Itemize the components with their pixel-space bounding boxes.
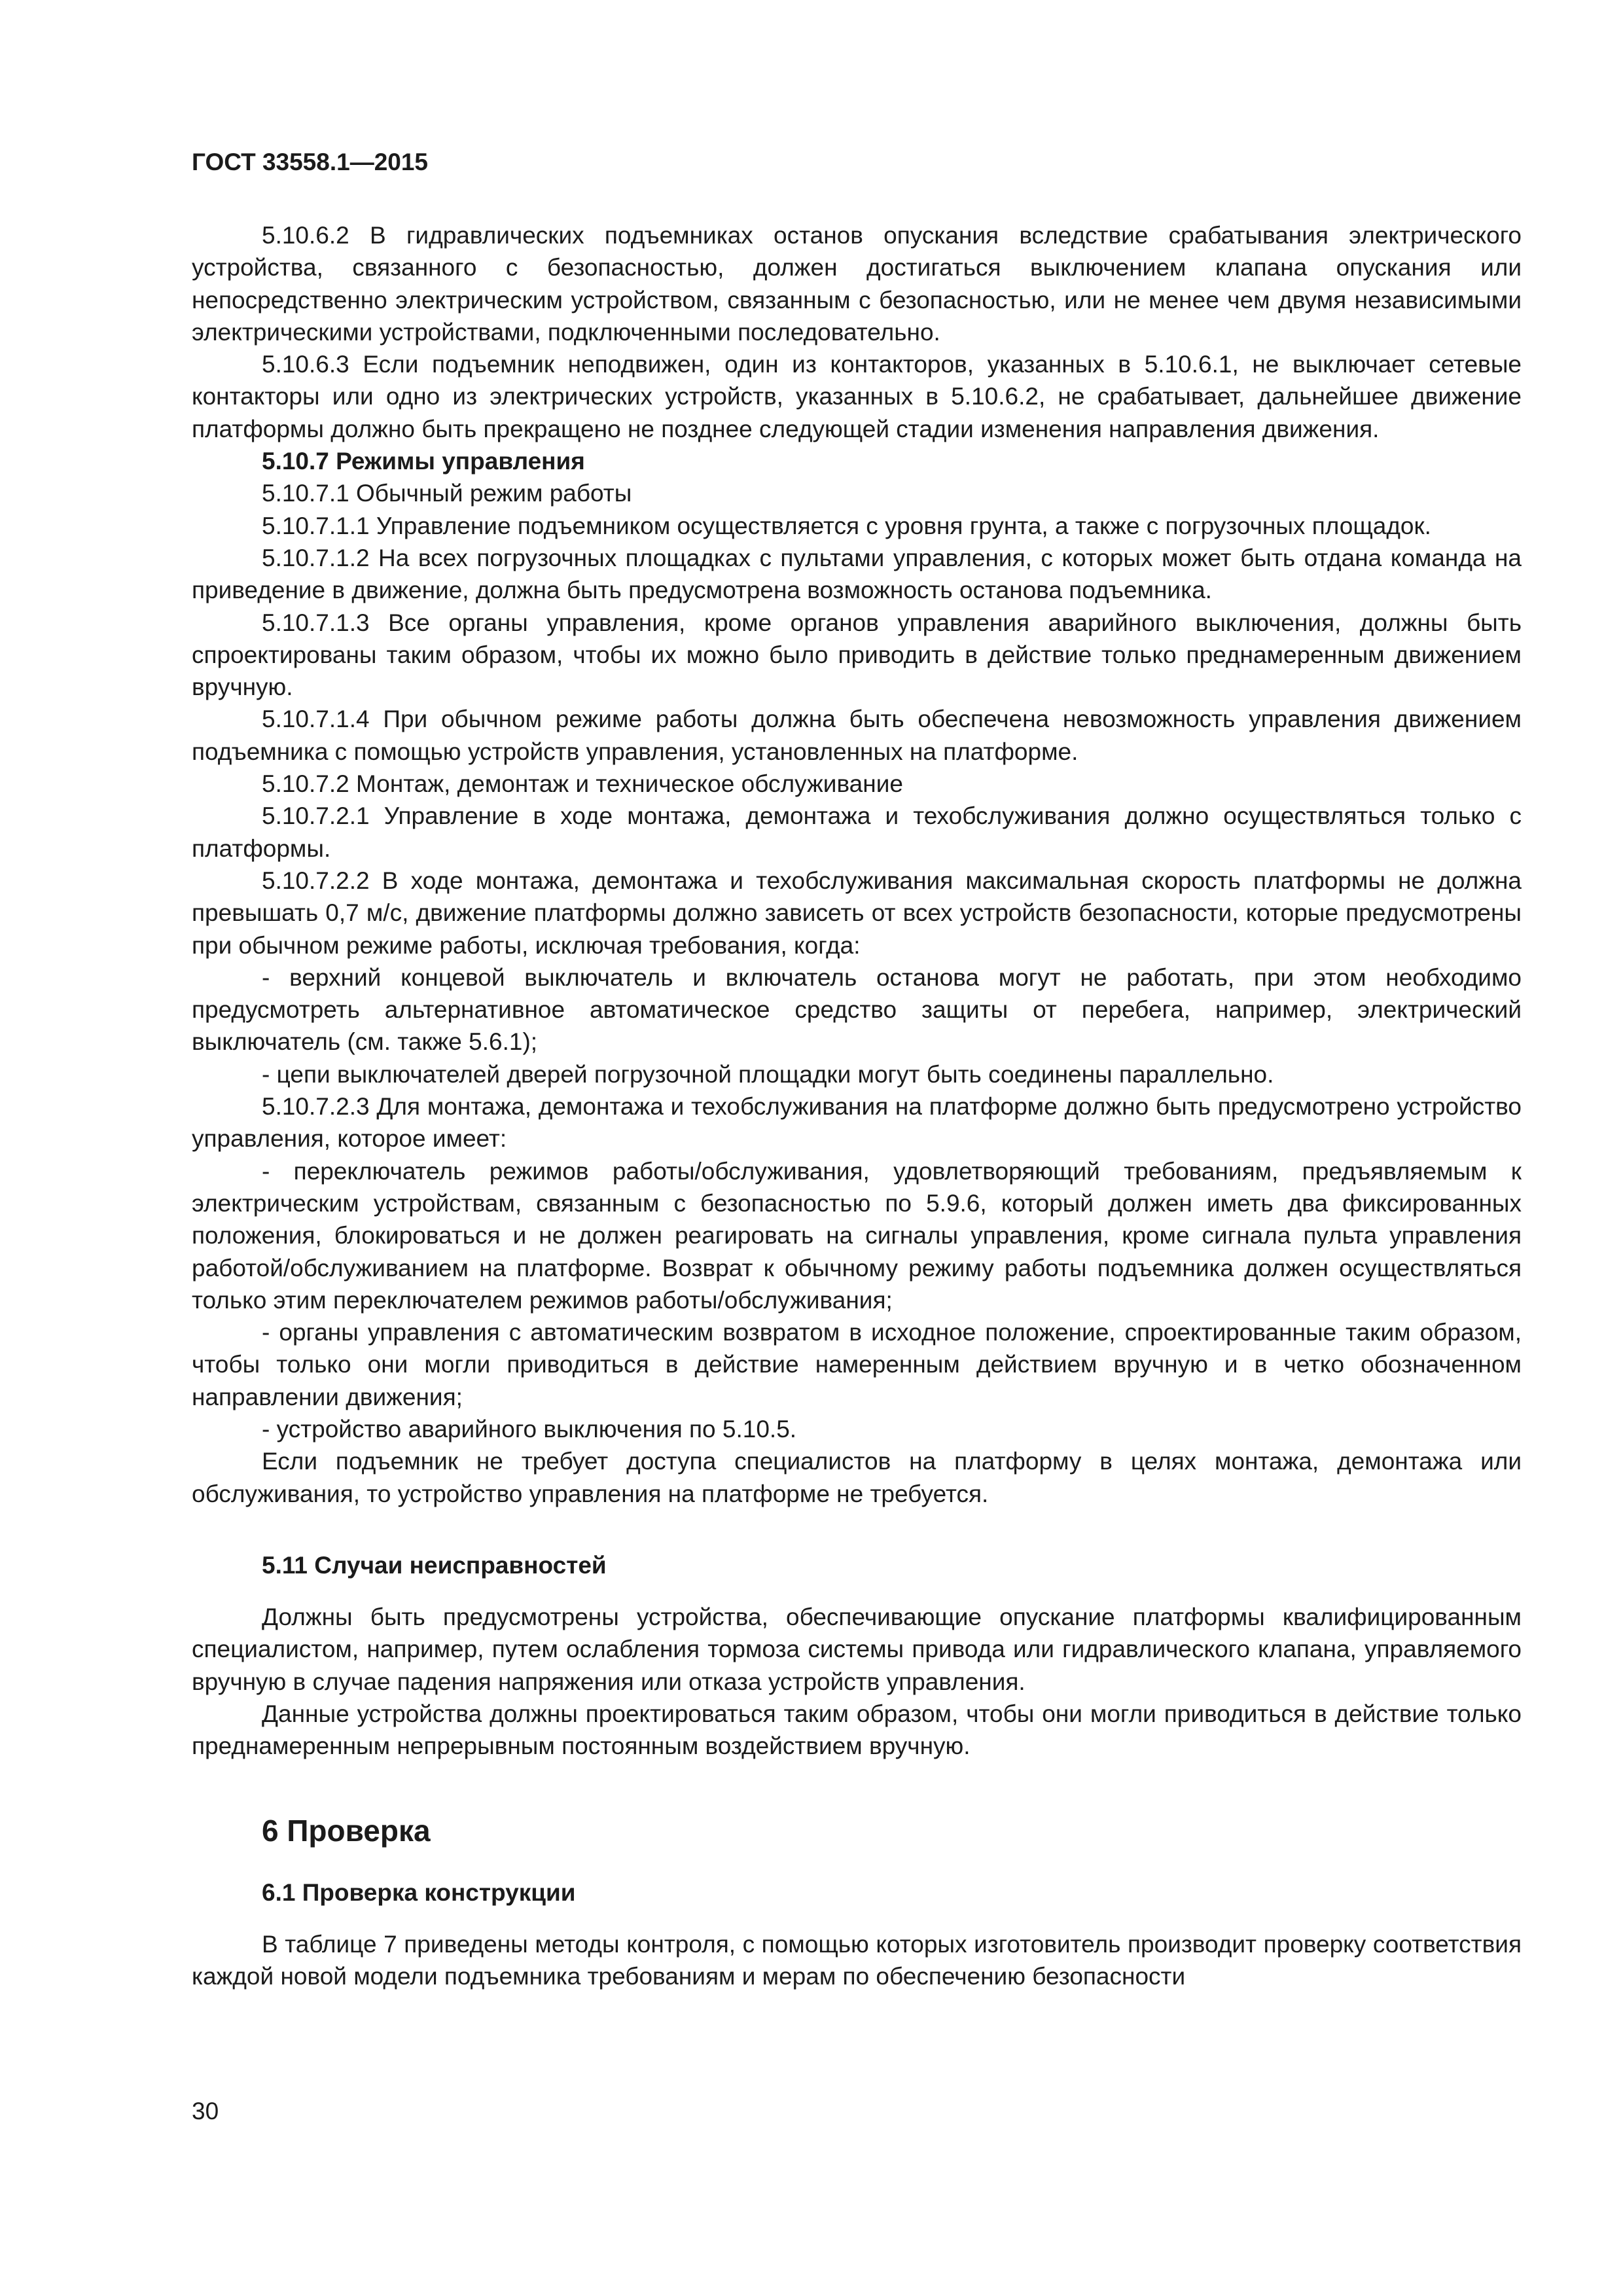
paragraph: 5.10.7.1.2 На всех погрузочных площадках с пультами управления, с которых может быть отдана команда на приведение в движение, должна быть предусмотрена возможность останова подъемника. xyxy=(192,544,1522,604)
chapter-heading-6: 6 Проверка xyxy=(262,1813,431,1848)
document-body xyxy=(192,219,1522,1993)
list-item: - органы управления с автоматическим возвратом в исходное положение, спроектированные таким образом, чтобы только они могли приводиться в действие намеренным действием вручную и в четко обозначенном направлении движения; xyxy=(192,1319,1522,1410)
paragraph: 5.10.7.2.2 В ходе монтажа, демонтажа и техобслуживания максимальная скорость платформы не должна превышать 0,7 м/с, движение платформы должно зависеть от всех устройств безопасности, которые предусмотрены при обычном режиме работы, исключая требования, когда: xyxy=(192,867,1522,959)
section-heading-6-1: 6.1 Проверка конструкции xyxy=(262,1878,576,1906)
paragraph: 5.10.7.1.4 При обычном режиме работы должна быть обеспечена невозможность управления движением подъемника с помощью устройств управления, установленных на платформе. xyxy=(192,706,1522,765)
document-header: ГОСТ 33558.1—2015 xyxy=(192,149,429,175)
paragraph: Если подъемник не требует доступа специалистов на платформу в целях монтажа, демонтажа или обслуживания, то устройство управления на платформе не требуется. xyxy=(192,1448,1522,1507)
paragraph: 5.10.7.2 Монтаж, демонтаж и техническое обслуживание xyxy=(262,770,903,798)
paragraph: 5.10.6.3 Если подъемник неподвижен, один из контакторов, указанных в 5.10.6.1, не выключает сетевые контакторы или одно из электрических устройств, указанных в 5.10.6.2, не срабатывает, дальнейшее движение платформы должно быть прекращено не позднее следующей стадии изменения направления движения. xyxy=(192,351,1522,442)
paragraph: 5.10.7.2.3 Для монтажа, демонтажа и техобслуживания на платформе должно быть предусмотрено устройство управления, которое имеет: xyxy=(192,1093,1522,1153)
list-item: - переключатель режимов работы/обслуживания, удовлетворяющий требованиям, предъявляемым к электрическим устройствам, связанным с безопасностью по 5.9.6, который должен иметь два фиксированных положения, блокироваться и не должен реагировать на сигналы управления, кроме сигнала пульта управления работой/обслуживанием на платформе. Возврат к обычному режиму работы подъемника должен осуществляться только этим переключателем режимов работы/обслуживания; xyxy=(192,1157,1522,1314)
subsection-heading: 5.10.7 Режимы управления xyxy=(262,448,585,475)
paragraph: Данные устройства должны проектироваться таким образом, чтобы они могли приводиться в действие только преднамеренным непрерывным постоянным воздействием вручную. xyxy=(192,1700,1522,1760)
paragraph: 5.10.6.2 В гидравлических подъемниках останов опускания вследствие срабатывания электрического устройства, связанного с безопасностью, должен достигаться выключением клапана опускания или непосредственно электрическим устройством, связанным с безопасностью, или не менее чем двумя независимыми электрическими устройствами, подключенными последовательно. xyxy=(192,222,1522,346)
list-item: - цепи выключателей дверей погрузочной площадки могут быть соединены параллельно. xyxy=(262,1060,1274,1088)
list-item: - верхний концевой выключатель и включатель останова могут не работать, при этом необходимо предусмотреть альтернативное автоматическое средство защиты от перебега, например, электрический выключатель (см. также 5.6.1); xyxy=(192,963,1522,1056)
page-number: 30 xyxy=(192,2098,219,2125)
section-heading-5-11: 5.11 Случаи неисправностей xyxy=(262,1551,607,1579)
paragraph: 5.10.7.1.3 Все органы управления, кроме органов управления аварийного выключения, должны быть спроектированы таким образом, чтобы их можно было приводить в действие только преднамеренным движением вручную. xyxy=(192,609,1522,701)
paragraph: 5.10.7.1 Обычный режим работы xyxy=(262,480,632,507)
list-item: - устройство аварийного выключения по 5.10.5. xyxy=(262,1415,797,1443)
paragraph: Должны быть предусмотрены устройства, обеспечивающие опускание платформы квалифицированным специалистом, например, путем ослабления тормоза системы привода или гидравлического клапана, управляемого вручную в случае падения напряжения или отказа устройств управления. xyxy=(192,1604,1522,1695)
paragraph: 5.10.7.2.1 Управление в ходе монтажа, демонтажа и техобслуживания должно осуществляться только с платформы. xyxy=(192,802,1522,862)
paragraph: В таблице 7 приведены методы контроля, с помощью которых изготовитель производит проверку соответствия каждой новой модели подъемника требованиям и мерам по обеспечению безопасности xyxy=(192,1930,1522,1990)
paragraph: 5.10.7.1.1 Управление подъемником осуществляется с уровня грунта, а также с погрузочных площадок. xyxy=(262,512,1431,539)
